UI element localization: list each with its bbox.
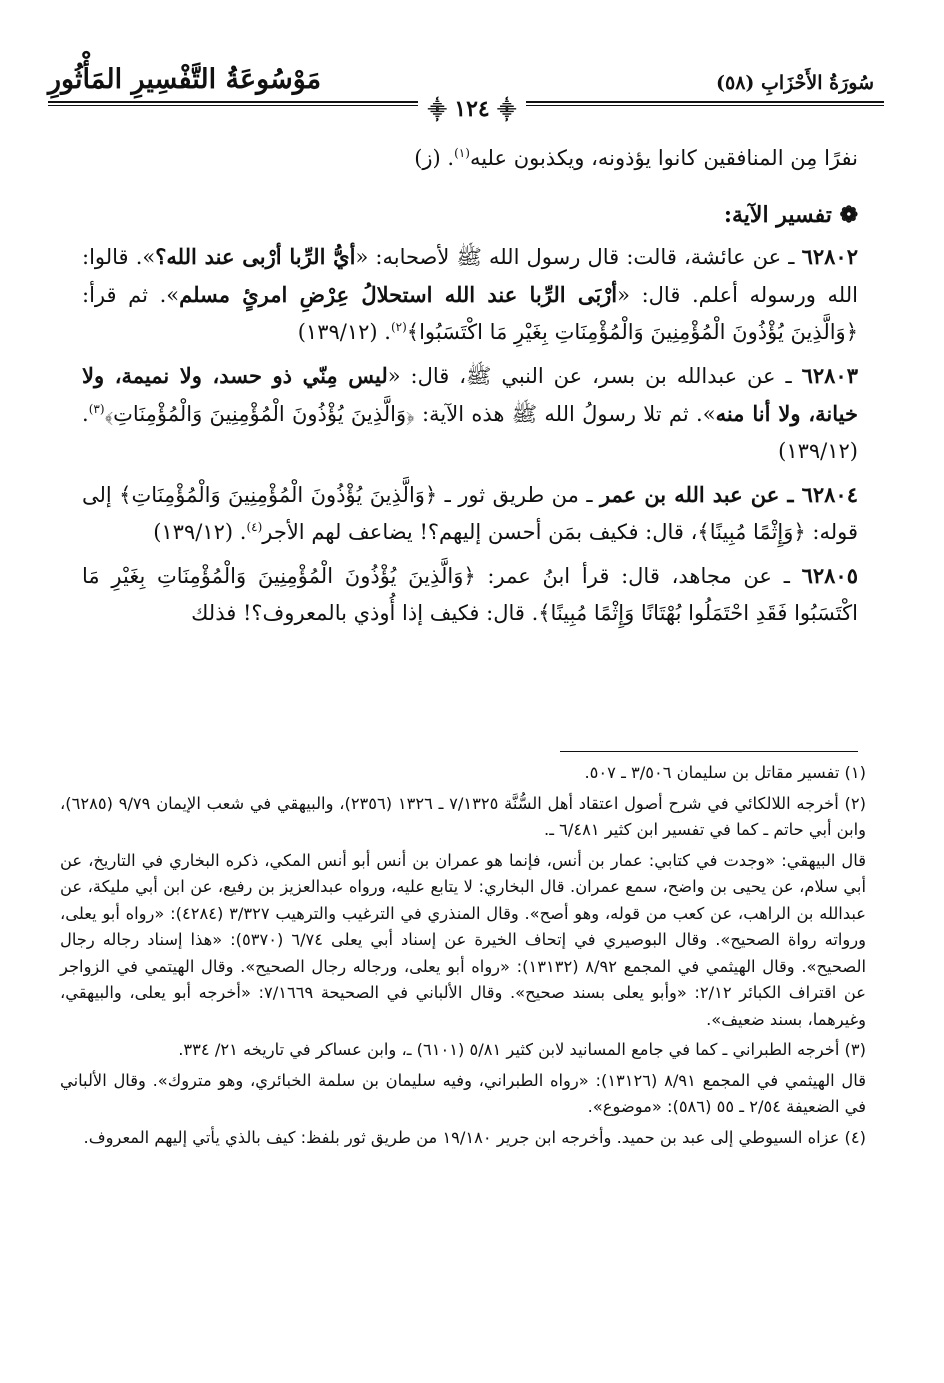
flower-icon: ❁ bbox=[839, 202, 858, 228]
ornament-icon: ⸎ bbox=[427, 100, 447, 121]
footnote-2: (٢) أخرجه اللالكائي في شرح أصول اعتقاد أهل السُّنَّة ٧/١٣٢٥ ـ ١٣٢٦ (٢٣٥٦)، والبيهقي في شعب الإيمان ٩/٧٩ (٦٢٨٥)، وابن أبي حاتم ـ كما في تفسير ابن كثير ٦/٤٨١ ـ. bbox=[60, 793, 866, 839]
hadith-text: أيُّ الرِّبا أرْبى عند الله؟ bbox=[155, 244, 356, 269]
intro-paragraph: نفرًا مِن المنافقين كانوا يؤذونه، ويكذبون عليه$^{(١)}$. (ز) bbox=[414, 146, 858, 170]
entry-62804: ٦٢٨٠٤ ـ عن عبد الله بن عمر ـ من طريق ثور ـ ﴿وَالَّذِينَ يُؤْذُونَ الْمُؤْمِنِينَ وَالْمُؤْمِنَاتِ﴾ إلى قوله: ﴿وَإِثْمًا مُبِينًا﴾، قال: فكيف بمَن أحسن إليهم؟! يضاعف لهم الأجر$^{(٤)}$. (١٣٩/١٢) bbox=[82, 482, 858, 544]
narrator-name: ـ عن عبد الله بن عمر bbox=[599, 482, 802, 507]
entry-number: ٦٢٨٠٤ bbox=[801, 482, 858, 507]
footnote-ref: (٤) bbox=[246, 520, 263, 534]
entry-62802: ٦٢٨٠٢ ـ عن عائشة، قالت: قال رسول الله ﷺ لأصحابه: «أيُّ الرِّبا أرْبى عند الله؟». قالوا: الله ورسوله أعلم. قال: «أرْبَى الرِّبا عند الله استحلالُ عِرْضِ امرئٍ مسلم». ثم قرأ: ﴿وَالَّذِينَ يُؤْذُونَ الْمُؤْمِنِينَ وَالْمُؤْمِنَاتِ بِغَيْرِ مَا اكْتَسَبُوا﴾$^{(٢)}$. (١٣٩/١٢) bbox=[82, 244, 858, 344]
footnote-ref: (١) bbox=[454, 146, 470, 160]
footnote-3-commentary: قال الهيثمي في المجمع ٨/٩١ (١٣١٢٦): «رواه الطبراني، وفيه سليمان بن سلمة الخبائري، وهو متروك». وقال الألباني في الضعيفة ٢/٥٤ ـ ٥٥ (٥٨٦): «موضوع». bbox=[60, 1070, 866, 1116]
footnote-3: (٣) أخرجه الطبراني ـ كما في جامع المسانيد لابن كثير ٥/٨١ (٦١٠١) ـ، وابن عساكر في تاريخه ٢١/ ٣٣٤. bbox=[178, 1040, 866, 1059]
page-number-box bbox=[418, 96, 526, 122]
entry-62805: ٦٢٨٠٥ ـ عن مجاهد، قال: قرأ ابنُ عمر: ﴿وَالَّذِينَ يُؤْذُونَ الْمُؤْمِنِينَ وَالْمُؤْمِنَاتِ بِغَيْرِ مَا اكْتَسَبُوا فَقَدِ احْتَمَلُوا بُهْتَانًا وَإِثْمًا مُبِينًا﴾. قال: فكيف إذا أُوذي بالمعروف؟! فذلك bbox=[82, 563, 858, 625]
footnote-4: (٤) عزاه السيوطي إلى عبد بن حميد. وأخرجه ابن جرير ١٩/١٨٠ من طريق ثور بلفظ: كيف بالذي يأتي إليهم المعروف. bbox=[83, 1127, 866, 1147]
hadith-text: ليس مِنّي ذو حسد، ولا نميمة، ولا خيانة، ولا أنا منه bbox=[82, 363, 858, 426]
footnote-ref: (٣) bbox=[88, 402, 105, 416]
entry-number: ٦٢٨٠٥ bbox=[801, 563, 858, 588]
footnote-1: (١) تفسير مقاتل بن سليمان ٣/٥٠٦ ـ ٥٠٧. bbox=[584, 763, 866, 782]
section-heading: ❁ تفسير الآية: bbox=[723, 202, 858, 228]
surah-title-header: سُورَةُ الأَحْزَابِ (٥٨) bbox=[715, 72, 874, 94]
entry-number: ٦٢٨٠٣ bbox=[801, 363, 858, 388]
main-text bbox=[82, 140, 858, 632]
book-title-header: مَوْسُوعَةُ التَّفْسِيرِ المَأْثُورِ bbox=[48, 64, 322, 95]
ornament-icon: ⸎ bbox=[497, 100, 517, 121]
footnotes-section bbox=[60, 760, 866, 1155]
entry-number: ٦٢٨٠٢ bbox=[801, 244, 858, 269]
entry-62803: ٦٢٨٠٣ ـ عن عبدالله بن بسر، عن النبي ﷺ، قال: «ليس مِنّي ذو حسد، ولا نميمة، ولا خيانة، ولا أنا منه». ثم تلا رسولُ الله ﷺ هذه الآية: ﴿وَالَّذِينَ يُؤْذُونَ الْمُؤْمِنِينَ وَالْمُؤْمِنَاتِ﴾$^{(٣)}$. (١٣٩/١٢) bbox=[82, 363, 858, 463]
footnote-2-commentary: قال البيهقي: «وجدت في كتابي: عمار بن أنس، فإنما هو عمران بن أنس أبو أنس المكي، ذكره البخاري في التاريخ، عن أبي سلام، عن يحيى بن واضح، سمع عمران. قال البخاري: لا يتابع عليه، ورواه عبدالعزيز بن رفيع، عن ابن أبي مليكة، عن عبدالله بن الراهب، عن كعب من قوله، وهو أصح». وقال المنذري في الترغيب والترهيب ٣/٣٢٧ (٤٢٨٤): «رواه أبو يعلى، ورواته رواة الصحيح». وقال البوصيري في إتحاف الخيرة عن إسناد أبي يعلى ٦/٧٤ (٥٣٧٠): «هذا إسناد رجاله رجال الصحيح». وقال الهيثمي في المجمع ٨/٩٢ (١٣١٣٢): «رواه أبو يعلى، ورجاله رجال الصحيح». وقال الهيتمي في الزواجر عن اقتراف الكبائر ٢/١٢: «وأبو يعلى بسند صحيح». وقال الألباني في الصحيحة ٧/١٦٦٩: «أخرجه أبو يعلى، والبيهقي، وغيرهما، بسند ضعيف». bbox=[60, 850, 867, 1029]
page-number: ١٢٤ bbox=[454, 96, 490, 122]
footnote-ref: (٢) bbox=[390, 320, 407, 334]
hadith-text: أرْبَى الرِّبا عند الله استحلالُ عِرْضِ امرئٍ مسلم bbox=[179, 282, 618, 307]
page-number-area bbox=[0, 96, 944, 122]
footnote-separator bbox=[560, 751, 858, 752]
